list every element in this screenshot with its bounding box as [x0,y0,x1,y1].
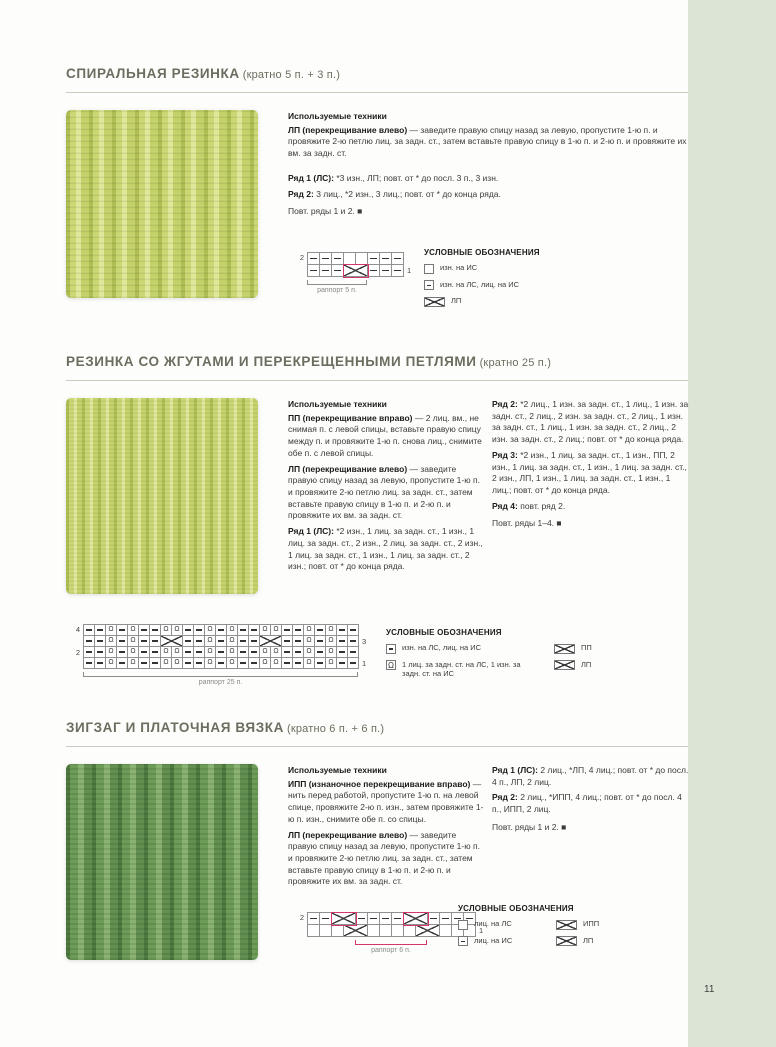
chart-cell [315,636,326,647]
row-text: *2 изн., 1 лиц. за задн. ст., 1 изн., 1 лиц. за задн. ст., 2 изн., 2 лиц. за задн. ст., 2 изн., 1 лиц. за задн. ст., 1 изн., 1 лиц. за задн. ст., 2 изн.; повт. от * до конца ряда. [288,526,483,572]
chart-cell [117,625,128,636]
chart-cell [293,636,304,647]
rapport-bracket [307,280,367,285]
stitch-symbol-twisted [386,660,396,670]
chart-cell [332,925,344,937]
technique-desc: — заведите правую спицу назад за левую, пропустите 1-ю п. и провяжите 2-ю петлю лиц. за задн. ст., затем вставьте правую спицу в 1-ю п. и 2-ю п. и провяжите их вм. за задн. ст. [288,124,687,159]
legend-column [386,643,536,685]
chart-cell [368,253,380,265]
chart-cell [392,253,404,265]
rapport-bracket [355,940,427,945]
chart-rapport-label: раппорт 25 п. [198,679,243,686]
chart-row-number: 1 [362,659,367,668]
row-text: повт. ряд 2. [520,500,566,511]
chart-cell [194,625,205,636]
technique-paragraph [288,464,484,523]
chart-cell [271,658,282,669]
chart-cell [84,625,95,636]
row-label: Ряд 1 (ЛС): [288,173,334,183]
chart-cell [380,913,392,925]
legend-item [556,919,616,930]
knitting-chart-spiral-rib [294,252,417,294]
section-title-text: СПИРАЛЬНАЯ РЕЗИНКА [66,66,240,81]
techniques-block [288,765,486,892]
chart-row-number: 2 [299,253,304,262]
stitch-symbol-cross-purl-right [556,920,577,930]
chart-cell [440,913,452,925]
row-instruction [288,173,688,185]
row-instructions [288,173,688,222]
swatch-photo-cable-rib [66,398,258,594]
row-instruction [492,450,690,497]
chart-cell [368,265,380,277]
chart-cell [150,647,161,658]
chart-cell [304,658,315,669]
legend-label: ЛП [451,296,462,305]
repeat-note: Повт. ряды 1 и 2. ■ [288,206,363,217]
chart-row-number [294,265,307,277]
legend-label: лиц. на ЛС [474,919,512,928]
chart-cell [172,658,183,669]
section-title-text: ЗИГЗАГ И ПЛАТОЧНАЯ ВЯЗКА [66,720,284,735]
chart-cell [344,265,368,277]
row-text: 2 лиц., *ЛП, 4 лиц.; повт. от * до посл. 4 п., ЛП, 2 лиц. [492,765,689,787]
chart-cell [183,647,194,658]
chart-cell [326,625,337,636]
legend-item [556,936,616,947]
chart-cell [260,625,271,636]
chart-row-number [359,647,372,658]
chart-cell [304,625,315,636]
repeat-note: Повт. ряды 1 и 2. ■ [492,821,567,832]
chart-cell [282,647,293,658]
chart-cell [150,636,161,647]
chart-cell [337,658,348,669]
legend-label: лиц. на ИС [474,935,513,945]
chart-cell [161,625,172,636]
chart-cell [271,625,282,636]
chart-row-number: 3 [362,637,367,646]
stitch-symbol-cross-left [554,660,575,670]
technique-name: ПП (перекрещивание вправо) [288,412,413,423]
chart-cell [194,647,205,658]
legend-block [386,628,686,685]
technique-desc: — нить перед работой, пропустите 1-ю п. на левой спице, провяжите 2-ю п. изн., затем провяжите 1-ю п. изн., снимите обе п. со спицы. [288,778,484,824]
chart-cell [249,647,260,658]
row-label: Ряд 2: [492,792,518,803]
chart-cell [117,658,128,669]
section-title-suffix: (кратно 6 п. + 6 п.) [286,723,385,735]
chart-cell [106,636,117,647]
row-instruction [492,792,690,815]
chart-cell [249,636,260,647]
chart-cell [216,658,227,669]
legend-label: ЛП [583,935,594,945]
chart-cell [315,625,326,636]
technique-paragraph [288,125,688,160]
chart-cell [205,647,216,658]
chart-row-number [70,636,83,647]
chart-cell [271,647,282,658]
chart-cell [315,647,326,658]
row-text: *2 лиц., 1 изн. за задн. ст., 1 лиц., 1 изн. за задн. ст., 2 лиц., 2 изн. за задн. ст., 2 лиц., 1 изн. за задн. ст., 1 лиц., 1 изн. за задн. ст., 2 лиц., 2 изн. за задн. ст., 2 лиц.; повт. от * до конца ряда. [492,399,689,445]
technique-paragraph [288,413,484,460]
legend-item [554,660,614,671]
technique-paragraph [288,830,486,889]
knitting-chart-cable-rib [70,624,372,686]
stitch-symbol-blank [458,920,468,930]
technique-name: ЛП (перекрещивание влево) [288,463,408,474]
chart-cell [392,265,404,277]
chart-cell [293,658,304,669]
swatch-photo-zigzag-garter [66,764,258,960]
legend-block [424,248,604,313]
chart-cell [106,625,117,636]
legend-label: изн. на ЛС, лиц. на ИС [440,279,520,289]
chart-cell [348,647,359,658]
technique-name: ЛП (перекрещивание влево) [288,124,408,135]
chart-cell [320,925,332,937]
chart-cell [194,658,205,669]
row-label: Ряд 4: [492,500,518,511]
chart-cell [95,647,106,658]
chart-row [70,658,372,669]
chart-cell [326,647,337,658]
chart-cell [293,625,304,636]
chart-cell [150,625,161,636]
chart-cell [139,636,150,647]
chart-cell [282,636,293,647]
chart-cell [304,636,315,647]
row-instruction [492,501,690,513]
chart-cell [95,636,106,647]
legend-column [556,919,616,952]
chart-cell [320,913,332,925]
technique-desc: — заведите правую спицу назад за левую, пропустите 1-ю п. и провяжите 2-ю петлю лиц. за задн. ст., затем вставьте правую спицу в 1-ю п. и 2-ю п. и провяжите их вм. за задн. ст. [288,463,480,521]
chart-cell [139,658,150,669]
chart-cell [183,658,194,669]
legend-label: изн. на ИС [440,263,478,272]
legend-header: УСЛОВНЫЕ ОБОЗНАЧЕНИЯ [458,904,574,913]
chart-cell [227,647,238,658]
chart-cell [260,658,271,669]
page-number: 11 [704,984,715,995]
chart-cell [260,636,282,647]
row-instruction [492,399,690,446]
chart-row-number: 2 [299,913,304,922]
chart-cell [337,636,348,647]
rapport-bracket [83,672,358,677]
chart-cell [227,658,238,669]
chart-cell [249,658,260,669]
chart-cell [282,658,293,669]
chart-cell [249,625,260,636]
chart-cell [404,925,416,937]
stitch-symbol-dash [424,280,434,290]
row-label: Ряд 1 (ЛС): [288,526,334,537]
techniques-header: Используемые техники [288,399,387,409]
stitch-symbol-cross-right [554,644,575,654]
chart-cell [161,658,172,669]
row-label: Ряд 1 (ЛС): [492,765,538,775]
section-title-cable-rib [66,354,551,369]
chart-cell [368,913,380,925]
chart-cell [95,625,106,636]
chart-cell [260,647,271,658]
chart-cell [84,636,95,647]
row-instruction [492,765,690,788]
legend-item [458,919,538,930]
techniques-block [288,111,688,164]
chart-cell [139,625,150,636]
chart-cell [348,636,359,647]
stitch-symbol-dash [386,644,396,654]
legend-label: ЛП [581,659,592,669]
row-instruction [288,189,688,201]
repeat-note: Повт. ряды 1–4. ■ [492,518,562,529]
chart-row-number: 1 [479,926,484,935]
legend-item [386,643,536,654]
legend-item [386,660,536,680]
row-instructions [492,399,690,534]
chart-row-number: 1 [407,266,412,275]
chart-row [294,252,417,265]
chart-cell [392,925,404,937]
chart-cell [356,913,368,925]
chart-row-number: 2 [75,648,80,657]
stitch-symbol-cross-left [556,936,577,946]
chart-rapport-label: раппорт 6 п. [371,947,411,954]
chart-cell [308,265,320,277]
chart-cell [404,913,428,925]
chart-cell [172,625,183,636]
chart-cell [326,636,337,647]
chart-cell [183,625,194,636]
legend-item [554,643,614,654]
chart-cell [238,647,249,658]
legend-item [458,936,538,947]
chart-cell [139,647,150,658]
chart-cell [380,925,392,937]
row-text: 2 лиц., *ИПП, 4 лиц.; повт. от * до посл. 4 п., ИПП, 2 лиц. [492,792,682,815]
section-divider [66,92,688,93]
row-text: *2 изн., 1 лиц. за задн. ст., 1 изн., ПП, 2 изн., 1 лиц. за задн. ст., 1 изн., 1 лиц. за задн. ст., 2 изн., ЛП, 1 изн., 1 лиц. за задн. ст., 1 изн., 1 лиц.; повт. от * до конца ряда. [492,449,687,496]
row-instructions [492,765,690,838]
chart-cell [332,253,344,265]
legend-header: УСЛОВНЫЕ ОБОЗНАЧЕНИЯ [424,248,540,257]
chart-cell [380,253,392,265]
chart-row [70,636,372,647]
chart-cell [308,253,320,265]
chart-cell [344,925,368,937]
technique-name: ИПП (изнаночное перекрещивание вправо) [288,778,471,789]
chart-cell [216,636,227,647]
chart-cell [128,625,139,636]
chart-cell [440,925,452,937]
chart-cell [106,658,117,669]
legend-header: УСЛОВНЫЕ ОБОЗНАЧЕНИЯ [386,628,502,637]
chart-cell [308,913,320,925]
chart-cell [238,625,249,636]
chart-cell [216,647,227,658]
chart-cell [308,925,320,937]
legend-block [458,904,688,952]
section-title-suffix: (кратно 25 п.) [479,357,552,369]
chart-cell [150,658,161,669]
chart-cell [117,636,128,647]
chart-rapport [307,280,367,294]
section-title-zigzag-garter [66,720,384,735]
chart-cell [282,625,293,636]
chart-cell [416,925,440,937]
legend-label: изн. на ЛС, лиц. на ИС [402,643,482,652]
chart-cell [128,658,139,669]
row-instruction [288,526,484,573]
chart-rapport [83,672,358,686]
chart-cell [95,658,106,669]
legend-item [424,296,604,307]
stitch-symbol-cross [424,297,445,307]
chart-cell [117,647,128,658]
technique-desc: — 2 лиц. вм., не снимая п. с левой спицы, вставьте правую спицу между п. и провяжите 1-ю п. снова лиц., снимите обе п. с левой спицы. [288,412,482,458]
row-text: 3 лиц., *2 изн., 3 лиц.; повт. от * до конца ряда. [316,188,501,199]
chart-row-number [70,658,83,669]
chart-cell [84,658,95,669]
chart-rapport-label: раппорт 5 п. [317,287,357,294]
legend-item [424,280,604,291]
chart-cell [172,647,183,658]
chart-cell [128,636,139,647]
technique-desc: — заведите правую спицу назад за левую, пропустите 1-ю п. и провяжите 2-ю петлю лиц. за задн. ст., затем вставьте правую спицу в 1-ю п. и 2-ю п. и провяжите их вм. за задн. ст. [288,829,480,887]
chart-cell [392,913,404,925]
chart-cell [227,625,238,636]
chart-cell [332,265,344,277]
chart-cell [344,253,356,265]
chart-cell [106,647,117,658]
chart-cell [332,913,356,925]
chart-row [70,624,372,636]
row-text: *3 изн., ЛП; повт. от * до посл. 3 п., 3 изн. [336,173,499,183]
chart-cell [205,658,216,669]
chart-cell [320,265,332,277]
chart-cell [161,636,183,647]
chart-cell [84,647,95,658]
stitch-symbol-dash [458,936,468,946]
chart-cell [337,647,348,658]
chart-cell [315,658,326,669]
row-label: Ряд 3: [492,449,518,460]
chart-cell [356,253,368,265]
legend-item [424,263,604,274]
chart-row [70,647,372,658]
legend-label: 1 лиц. за задн. ст. на ЛС, 1 изн. за задн. ст. на ИС [402,659,521,679]
section-divider [66,380,688,381]
chart-cell [161,647,172,658]
section-divider [66,746,688,747]
section-title-suffix: (кратно 5 п. + 3 п.) [242,69,341,81]
chart-cell [337,625,348,636]
techniques-block [288,399,484,577]
chart-cell [128,647,139,658]
techniques-header: Используемые техники [288,111,387,121]
chart-cell [304,647,315,658]
chart-cell [320,253,332,265]
legend-column [554,643,614,685]
page-margin-band [688,0,776,1047]
chart-cell [216,625,227,636]
legend-column [458,919,538,952]
chart-row-number [404,252,417,265]
legend-label: ПП [581,643,592,652]
legend-label: ИПП [583,919,600,928]
chart-rapport [355,940,427,954]
chart-cell [205,636,216,647]
chart-cell [368,925,380,937]
technique-name: ЛП (перекрещивание влево) [288,829,408,840]
chart-cell [326,658,337,669]
technique-paragraph [288,779,486,826]
section-title-spiral-rib [66,66,340,81]
chart-cell [238,658,249,669]
chart-row-number [359,624,372,636]
row-label: Ряд 2: [492,399,518,409]
swatch-photo-spiral-rib [66,110,258,298]
chart-cell [194,636,205,647]
chart-cell [183,636,194,647]
techniques-header: Используемые техники [288,765,387,775]
stitch-symbol-blank [424,264,434,274]
chart-row [294,265,417,277]
chart-cell [428,913,440,925]
chart-cell [348,658,359,669]
chart-cell [238,636,249,647]
chart-cell [205,625,216,636]
chart-cell [348,625,359,636]
chart-cell [227,636,238,647]
chart-cell [293,647,304,658]
chart-row-number [294,925,307,937]
chart-row-number: 4 [75,625,80,634]
row-label: Ряд 2: [288,188,314,199]
chart-cell [380,265,392,277]
section-title-text: РЕЗИНКА СО ЖГУТАМИ И ПЕРЕКРЕЩЕННЫМИ ПЕТЛЯМИ [66,354,477,369]
